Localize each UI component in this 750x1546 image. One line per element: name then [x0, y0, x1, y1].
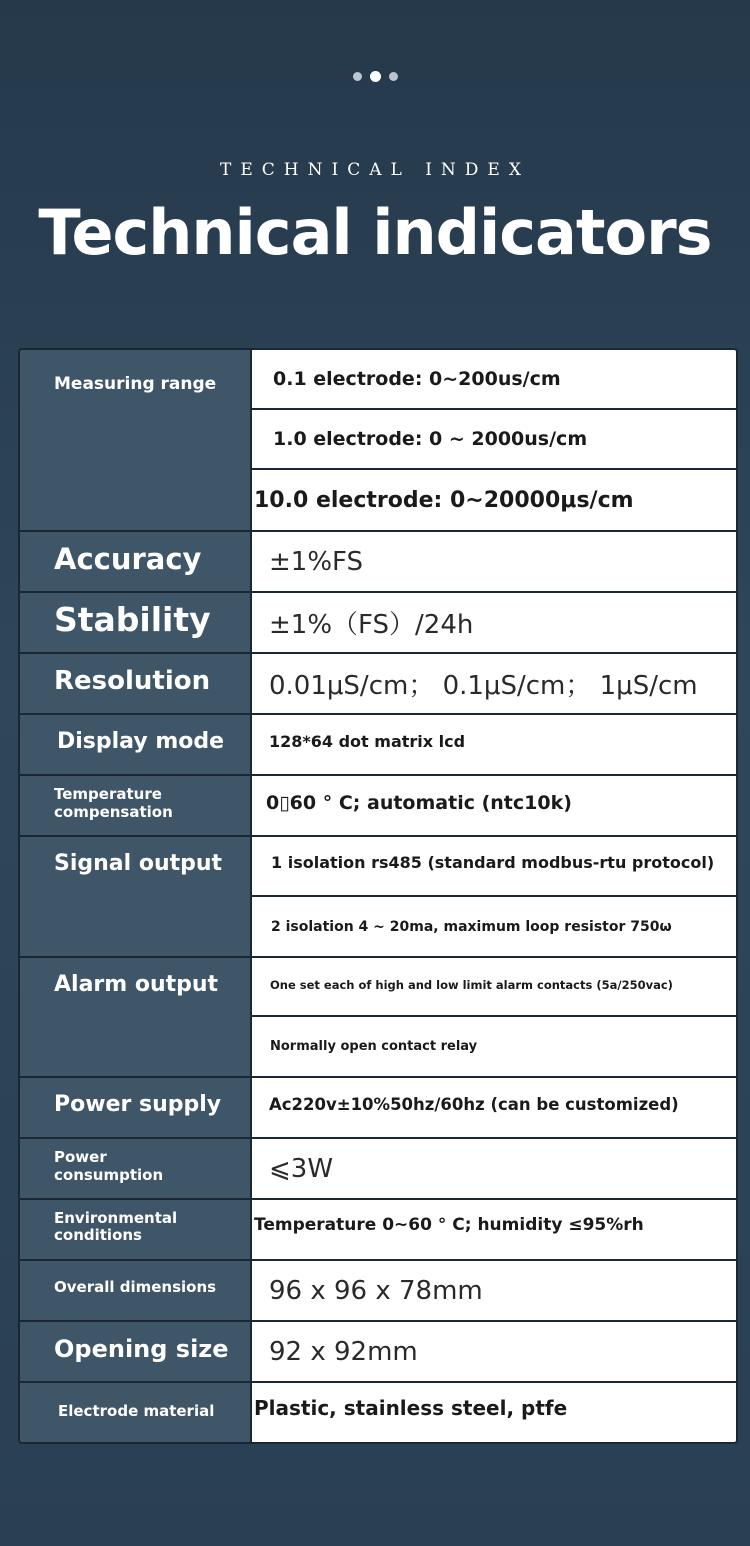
spec-row-temperature-compensation — [20, 776, 736, 837]
spec-label: Overall dimensions — [20, 1261, 252, 1320]
spec-row-power-supply — [20, 1078, 736, 1139]
spec-value: Ac220v±10%50hz/60hz (can be customized) — [252, 1078, 736, 1137]
carousel-dot[interactable] — [353, 72, 362, 81]
spec-value: 96 x 96 x 78mm — [252, 1261, 736, 1320]
spec-value: ±1%（FS）/24h — [252, 593, 736, 652]
spec-value: 0▯60 ° C; automatic (ntc10k) — [252, 776, 736, 835]
spec-value: One set each of high and low limit alarm contacts (5a/250vac) — [252, 958, 736, 1017]
spec-row-stability — [20, 593, 736, 654]
carousel-dot-active[interactable] — [370, 71, 381, 82]
spec-table — [18, 348, 738, 1444]
spec-label: Power supply — [20, 1078, 252, 1137]
spec-label: Accuracy — [20, 532, 252, 591]
spec-row-environmental-conditions — [20, 1200, 736, 1261]
spec-value: 0.1 electrode: 0~200us/cm — [252, 350, 736, 410]
spec-value: 1 isolation rs485 (standard modbus-rtu protocol) — [252, 837, 736, 897]
spec-label-line: compensation — [54, 803, 173, 821]
spec-value: Temperature 0~60 ° C; humidity ≤95%rh — [252, 1200, 736, 1259]
spec-label: Resolution — [20, 654, 252, 713]
spec-row-electrode-material — [20, 1383, 736, 1442]
spec-value: 0.01μS/cm； 0.1μS/cm； 1μS/cm — [252, 654, 736, 713]
spec-row-resolution — [20, 654, 736, 715]
carousel-dots — [0, 72, 750, 82]
spec-value: 1.0 electrode: 0 ~ 2000us/cm — [252, 410, 736, 470]
spec-row-signal-output — [20, 837, 736, 958]
spec-value: Normally open contact relay — [252, 1017, 736, 1076]
spec-label: Measuring range — [20, 350, 252, 530]
spec-row-alarm-output — [20, 958, 736, 1078]
spec-label: Alarm output — [20, 958, 252, 1076]
carousel-dot[interactable] — [389, 72, 398, 81]
section-eyebrow: TECHNICAL INDEX — [220, 160, 530, 180]
spec-label-line: Power — [54, 1148, 107, 1166]
spec-value: 10.0 electrode: 0~20000μs/cm — [252, 470, 736, 530]
spec-label: Electrode material — [20, 1383, 252, 1442]
spec-value: ±1%FS — [252, 532, 736, 591]
spec-label-line: Environmental — [54, 1209, 178, 1227]
spec-label: Opening size — [20, 1322, 252, 1381]
spec-row-measuring-range — [20, 350, 736, 532]
spec-value: 2 isolation 4 ~ 20ma, maximum loop resistor 750ω — [252, 897, 736, 956]
spec-row-overall-dimensions — [20, 1261, 736, 1322]
spec-value: Plastic, stainless steel, ptfe — [252, 1383, 736, 1442]
spec-label: Signal output — [20, 837, 252, 956]
spec-row-opening-size — [20, 1322, 736, 1383]
spec-label-line: conditions — [54, 1226, 142, 1244]
spec-row-power-consumption — [20, 1139, 736, 1200]
page-title: Technical indicators — [38, 196, 712, 269]
spec-value: 128*64 dot matrix lcd — [252, 715, 736, 774]
spec-value: ⩽3W — [252, 1139, 736, 1198]
spec-label-line: consumption — [54, 1166, 164, 1184]
spec-row-display-mode — [20, 715, 736, 776]
spec-value: 92 x 92mm — [252, 1322, 736, 1381]
spec-label: Display mode — [20, 715, 252, 774]
spec-label-line: Temperature — [54, 785, 162, 803]
spec-label: Stability — [20, 593, 252, 652]
spec-row-accuracy — [20, 532, 736, 593]
